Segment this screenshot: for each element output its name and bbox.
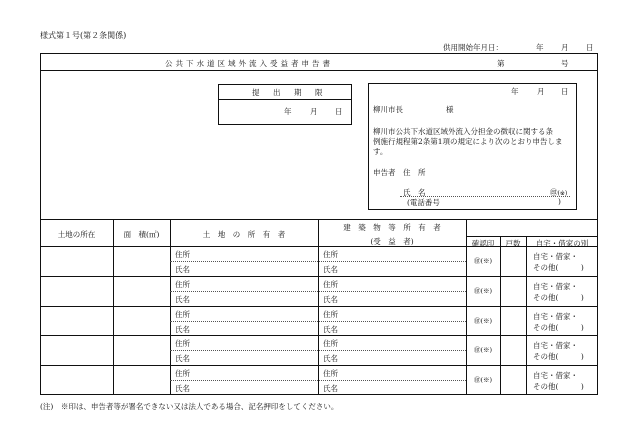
land-owner-address: 住所: [175, 250, 190, 259]
land-owner-address: 住所: [175, 279, 190, 289]
applicant-seal-icon: ㊞(※): [550, 188, 568, 197]
col-line-5: [500, 236, 501, 395]
usage-start-day: 日: [586, 43, 594, 52]
col-line-6: [526, 236, 527, 395]
deadline-month: 月: [310, 107, 318, 116]
row-mid-dotted: [170, 291, 466, 292]
row-line: [40, 335, 598, 336]
category-line-1: 自宅・借家・: [533, 252, 578, 261]
header-location: 土地の所在: [57, 230, 96, 239]
category-line-2: その他( ): [533, 263, 584, 272]
land-owner-address: 住所: [175, 309, 190, 319]
category-line-1: 自宅・借家・: [533, 311, 578, 321]
deadline-day: 日: [335, 107, 343, 116]
row-mid-dotted: [170, 321, 466, 322]
deadline-divider: [218, 99, 352, 100]
category-line-2: その他( ): [533, 382, 584, 392]
header-category: 自宅・借家の別: [535, 239, 589, 248]
deadline-year: 年: [284, 107, 292, 116]
land-owner-name: 氏名: [175, 354, 190, 364]
confirm-seal-icon: ㊞(※): [473, 257, 493, 265]
usage-start-month: 月: [561, 43, 569, 52]
header-area: 面 積(㎡): [123, 230, 160, 239]
confirm-seal-icon: ㊞(※): [473, 376, 493, 385]
header-land-owner: 土 地 の 所 有 者: [202, 230, 286, 239]
header-building-owner: 建 築 物 等 所 有 者: [343, 223, 441, 232]
land-owner-name: 氏名: [175, 294, 190, 304]
declaration-body-2: 例施行規程第2条第1項の規定により次のとおり申告しま: [373, 137, 563, 146]
building-owner-address: 住所: [323, 279, 338, 289]
table-header-sub: [466, 236, 598, 237]
land-owner-name: 氏名: [175, 264, 190, 274]
declaration-body-1: 柳川市公共下水道区域外流入分担金の徴収に関する条: [373, 127, 553, 136]
confirm-seal-icon: ㊞(※): [473, 346, 493, 355]
header-confirm-seal: 確認印: [471, 239, 495, 248]
header-go: 号: [561, 59, 569, 68]
confirm-seal-icon: ㊞(※): [473, 316, 493, 325]
col-line-1: [113, 219, 114, 395]
building-owner-name: 氏名: [323, 264, 338, 274]
header-divider: [40, 70, 598, 71]
declaration-body-3: す。: [373, 147, 388, 156]
header-dai: 第: [497, 59, 505, 68]
building-owner-address: 住所: [323, 339, 338, 349]
row-line: [40, 276, 598, 277]
header-households: 戸数: [505, 239, 521, 248]
deadline-label: 提 出 期 限: [252, 88, 326, 97]
building-owner-address: 住所: [323, 250, 338, 259]
category-line-1: 自宅・借家・: [533, 341, 578, 351]
table-top: [40, 219, 598, 220]
row-mid-dotted: [170, 350, 466, 351]
applicant-name-label: 氏 名: [403, 188, 426, 197]
addressee: 柳川市長: [373, 105, 403, 114]
building-owner-name: 氏名: [323, 294, 338, 304]
land-owner-name: 氏名: [175, 384, 190, 394]
land-owner-address: 住所: [175, 369, 190, 379]
row-mid-dotted: [170, 380, 466, 381]
phone-close: ): [558, 197, 561, 206]
building-owner-name: 氏名: [323, 354, 338, 364]
building-owner-address: 住所: [323, 309, 338, 319]
category-line-2: その他( ): [533, 322, 584, 332]
building-owner-name: 氏名: [323, 384, 338, 394]
confirm-seal-icon: ㊞(※): [473, 286, 493, 295]
row-mid-dotted: [170, 261, 466, 262]
building-owner-address: 住所: [323, 369, 338, 379]
addressee-sama: 様: [446, 105, 454, 114]
usage-start-label: 供用開始年月日：: [443, 43, 503, 52]
phone-label: (電話番号: [407, 198, 440, 207]
footnote: (注) ※印は、申告者等が署名できない又は法人である場合、記名押印をしてください。: [40, 402, 339, 411]
usage-start-year: 年: [536, 43, 544, 52]
decl-day: 日: [561, 87, 569, 96]
header-beneficiary: (受 益 者): [370, 237, 414, 246]
land-owner-name: 氏名: [175, 324, 190, 334]
land-owner-address: 住所: [175, 339, 190, 349]
applicant-address-label: 申告者 住 所: [373, 168, 426, 177]
row-line: [40, 365, 598, 366]
form-number: 様式第１号(第２条関係): [40, 31, 127, 40]
col-line-2: [170, 219, 171, 395]
decl-year: 年: [511, 87, 519, 96]
category-line-1: 自宅・借家・: [533, 281, 578, 291]
decl-month: 月: [537, 87, 545, 96]
category-line-2: その他( ): [533, 352, 584, 362]
form-title: 公共下水道区域外流入受益者申告書: [165, 59, 333, 68]
category-line-1: 自宅・借家・: [533, 371, 578, 381]
category-line-2: その他( ): [533, 292, 584, 302]
building-owner-name: 氏名: [323, 324, 338, 334]
row-line: [40, 306, 598, 307]
